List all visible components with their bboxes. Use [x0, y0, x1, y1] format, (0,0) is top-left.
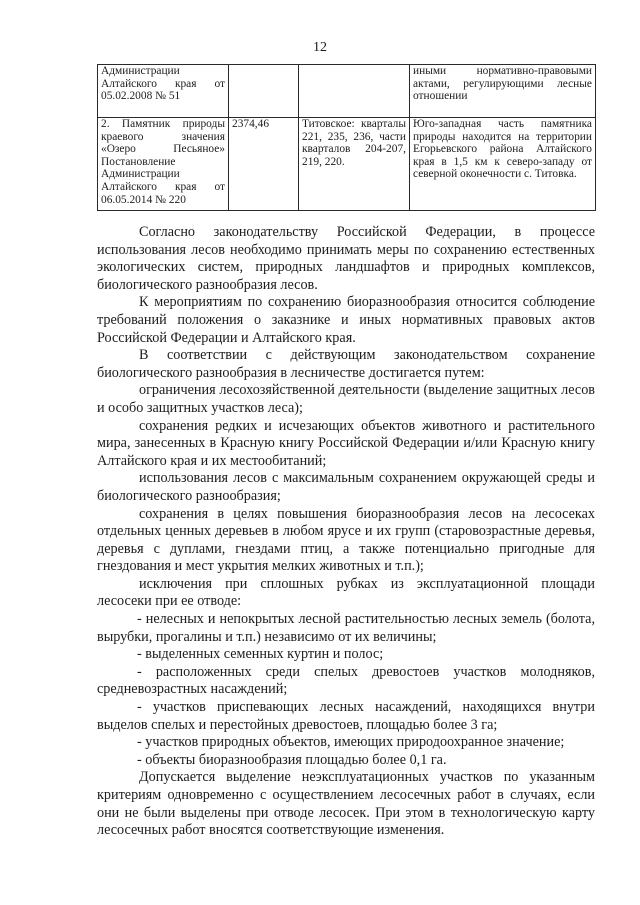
document-body — [97, 224, 595, 840]
paragraph: В соответствии с действующим законодательством сохранение биологического разнообразия в лесничестве достигается путем: — [97, 347, 595, 381]
table-cell-description: иными нормативно-правовыми актами, регулирующими лесные отношении — [410, 65, 596, 118]
protected-areas-table — [97, 64, 596, 211]
paragraph: Согласно законодательству Российской Федерации, в процессе использования лесов необходимо принимать меры по сохранению естественных экологических систем, природных ландшафтов и природных комплексов, биологического разнообразия лесов. — [97, 224, 595, 293]
table-cell-location: Титовское: кварталы 221, 235, 236, части кварталов 204-207, 219, 220. — [299, 118, 410, 211]
table-row — [98, 65, 596, 118]
table-cell-description: Юго-западная часть памятника природы находится на территории Егорьевского района Алтайского края в 1,5 км к северо-западу от северной оконечности с. Титовка. — [410, 118, 596, 211]
list-item: - выделенных семенных куртин и полос; — [137, 646, 384, 663]
paragraph: К мероприятиям по сохранению биоразнообразия относится соблюдение требований положения о заказнике и иных нормативных правовых актов Российской Федерации и Алтайского края. — [97, 294, 595, 346]
list-item: сохранения редких и исчезающих объектов животного и растительного мира, занесенных в Красную книгу Российской Федерации и/или Красную книгу Алтайского края и их местообитаний; — [97, 417, 595, 469]
table-cell-name: 2. Памятник природы краевого значения «Озеро Песьяное» Постановление Администрации Алтайского края от 06.05.2014 № 220 — [98, 118, 229, 211]
list-item: - участков природных объектов, имеющих природоохранное значение; — [137, 734, 565, 751]
paragraph: Допускается выделение неэксплуатационных участков по указанным критериям одновременно с осуществлением лесосечных работ в случаях, если они не были выделены при отводе лесосек. При этом в технологическую карту лесосечных работ вносятся соответствующие изменения. — [97, 769, 595, 839]
list-item: ограничения лесохозяйственной деятельности (выделение защитных лесов и особо защитных участков леса); — [97, 382, 595, 416]
table-cell-area — [229, 65, 299, 118]
table-cell-name: Администрации Алтайского края от 05.02.2008 № 51 — [98, 65, 229, 118]
list-item: - расположенных среди спелых древостоев участков молодняков, средневозрастных насаждений; — [97, 663, 595, 698]
table-cell-location — [299, 65, 410, 118]
page-number: 12 — [313, 40, 327, 55]
list-item: исключения при сплошных рубках из эксплуатационной площади лесосеки при ее отводе: — [97, 575, 595, 610]
table-cell-area: 2374,46 — [229, 118, 299, 211]
list-item: - нелесных и непокрытых лесной растительностью лесных земель (болота, вырубки, прогалины и т.п.) независимо от их величины; — [97, 611, 595, 645]
list-item: - объекты биоразнообразия площадью более 0,1 га. — [137, 751, 447, 768]
list-item: - участков приспевающих лесных насаждений, находящихся внутри выделов спелых и перестойных древостоев, площадью более 3 га; — [97, 699, 595, 733]
list-item: использования лесов с максимальным сохранением окружающей среды и биологического разнообразия; — [97, 470, 595, 504]
table-row — [98, 118, 596, 211]
list-item: сохранения в целях повышения биоразнообразия лесов на лесосеках отдельных ценных деревьев в любом ярусе и их групп (старовозрастные деревья, деревья с дуплами, гнездами птиц, а также потенциально пригодные для гнездования и мест укрытия мелких животных и т.п.); — [97, 505, 595, 575]
